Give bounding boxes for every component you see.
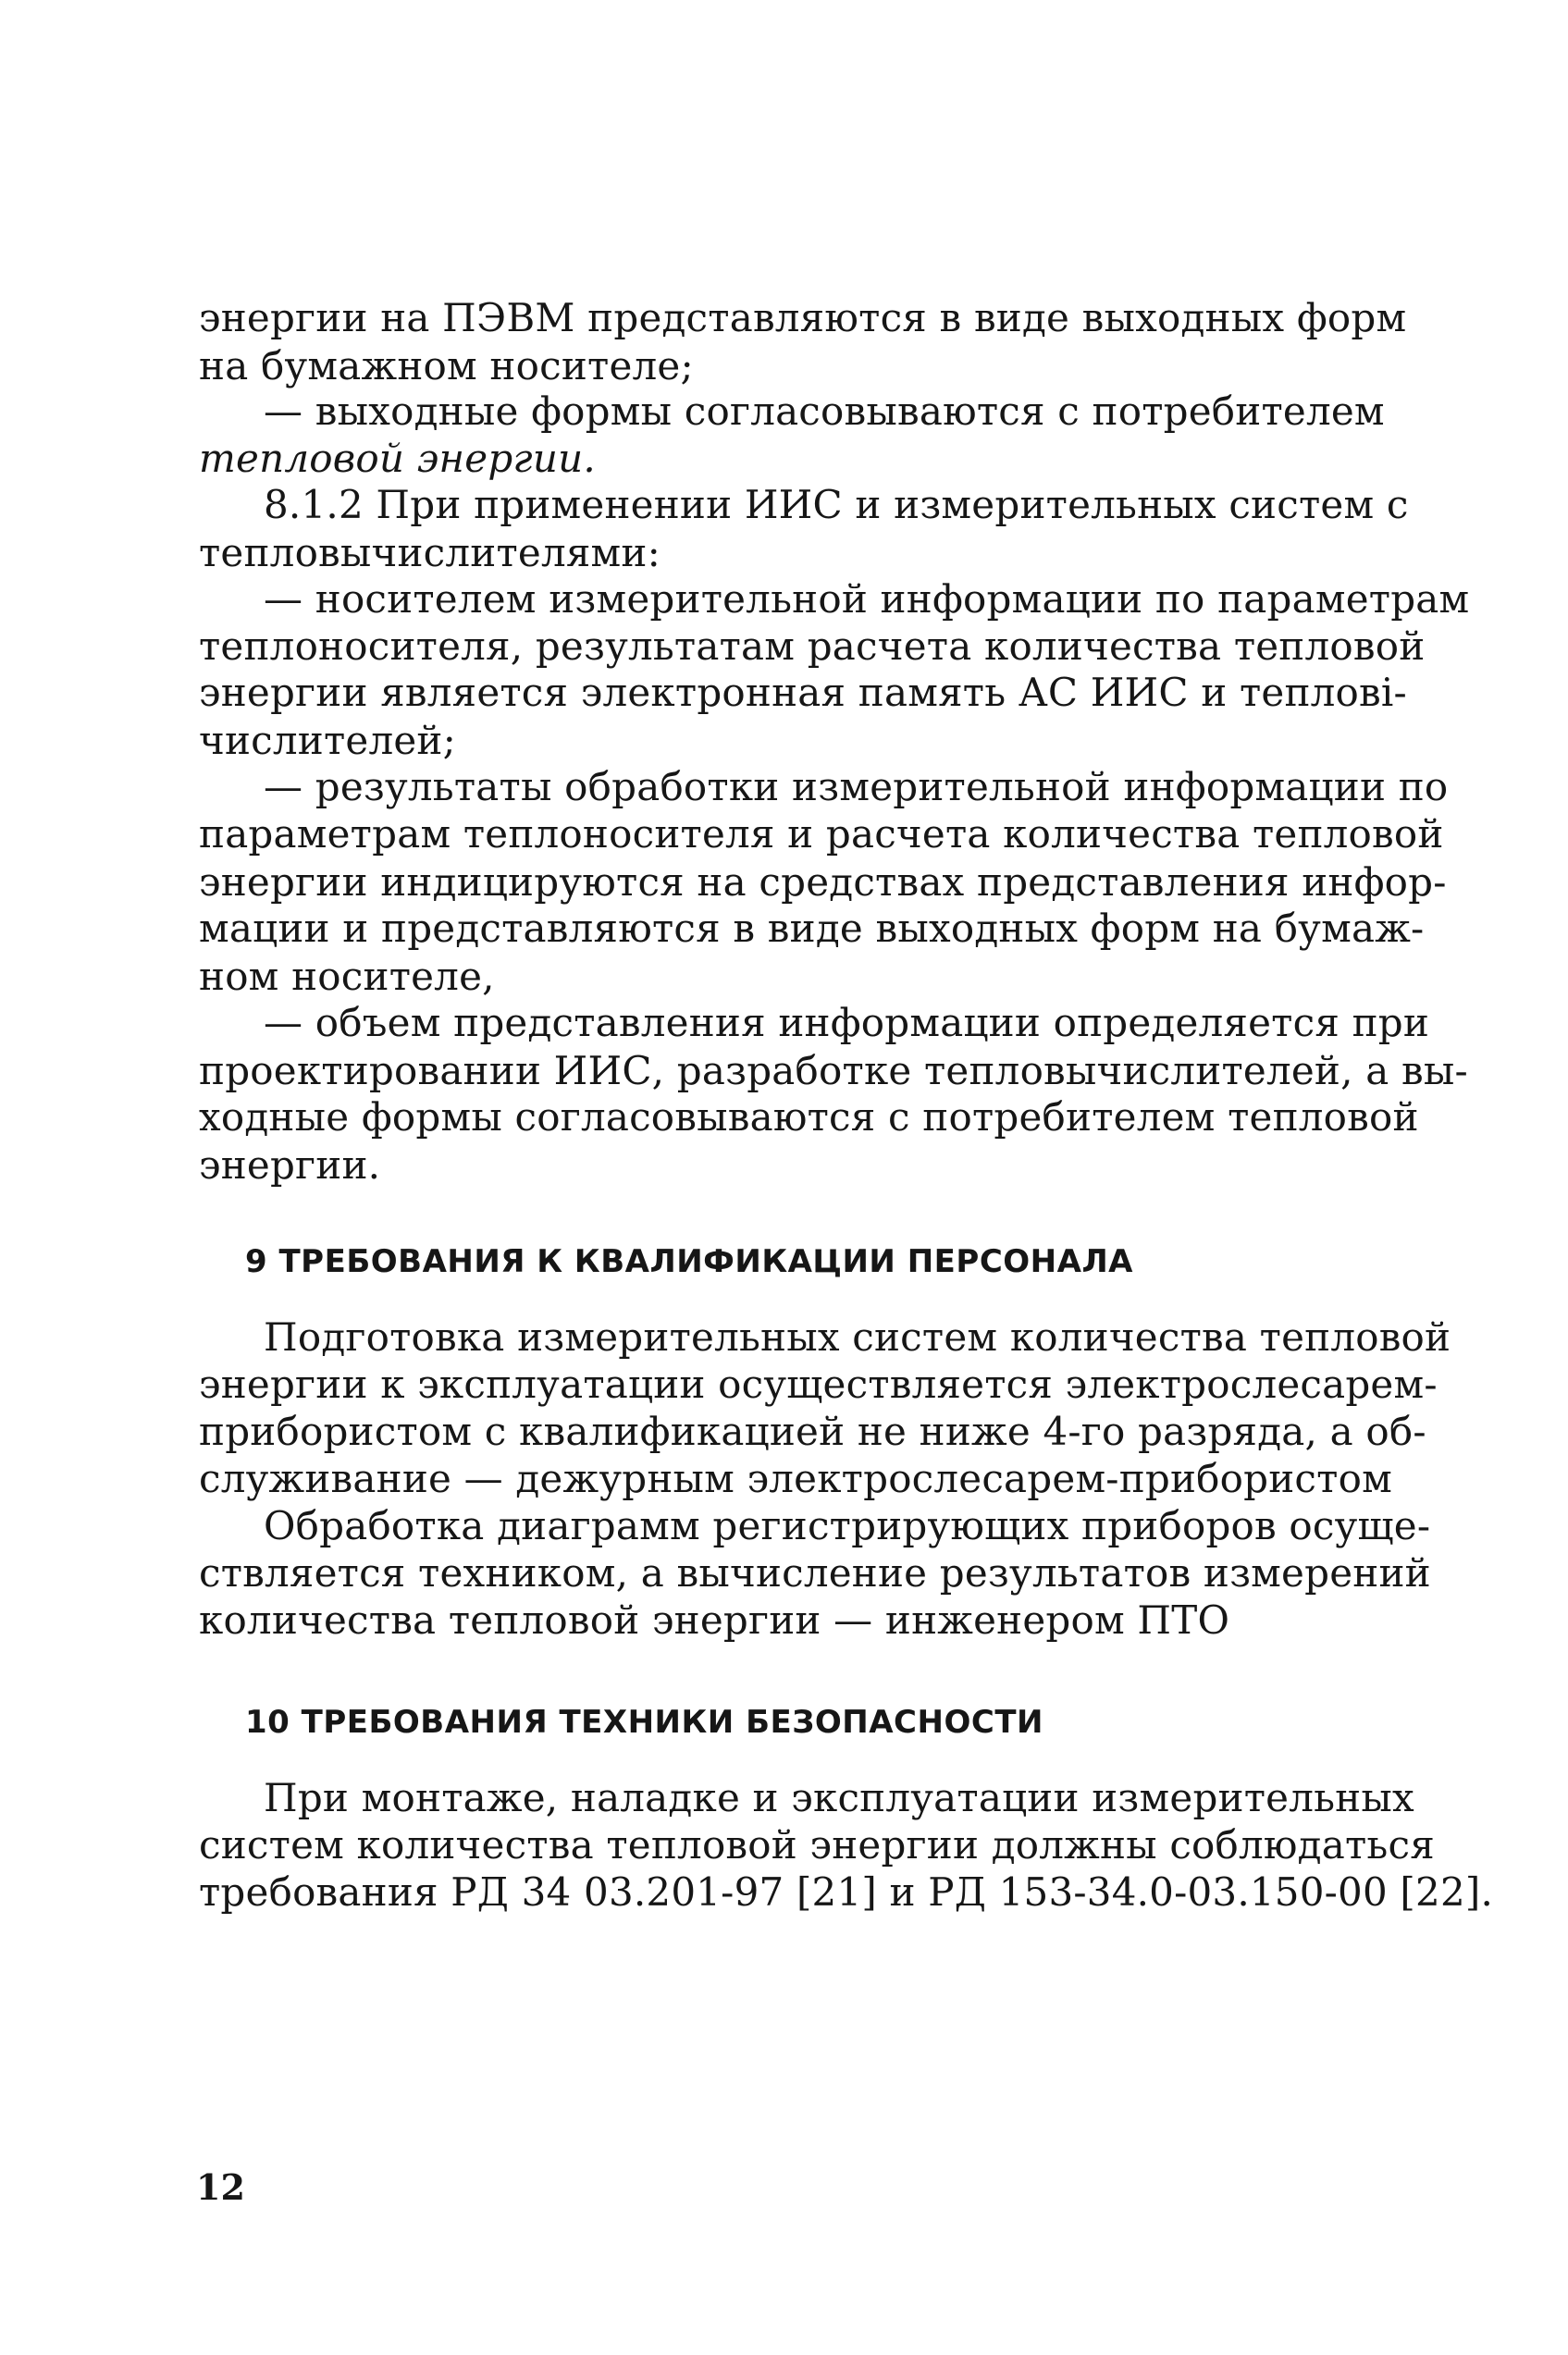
- body-line: энергии.: [199, 1142, 381, 1188]
- body-line: энергии на ПЭВМ представляются в виде выходных форм: [199, 295, 1407, 340]
- body-line: мации и представляются в виде выходных форм на бумаж-: [199, 906, 1425, 951]
- body-line: ном носителе,: [199, 954, 495, 999]
- page-number: 12: [196, 2166, 245, 2208]
- body-line: При монтаже, наладке и эксплуатации измерительных: [264, 1775, 1414, 1820]
- body-line: 8.1.2 При применении ИИС и измерительных систем с: [264, 482, 1409, 527]
- body-line: служивание — дежурным электрослесарем-прибористом: [199, 1456, 1392, 1501]
- body-line: — результаты обработки измерительной информации по: [264, 764, 1449, 809]
- body-line: ствляется техником, а вычисление результатов измерений: [199, 1550, 1431, 1596]
- section-heading: 9 ТРЕБОВАНИЯ К КВАЛИФИКАЦИИ ПЕРСОНАЛА: [245, 1243, 1133, 1280]
- body-line: Подготовка измерительных систем количества тепловой: [264, 1314, 1451, 1360]
- body-line: числителей;: [199, 718, 456, 763]
- body-line: параметрам теплоносителя и расчета количества тепловой: [199, 811, 1444, 857]
- body-line: — выходные формы согласовываются с потребителем: [264, 388, 1385, 434]
- body-line: теплоносителя, результатам расчета количества тепловой: [199, 623, 1426, 669]
- body-line: систем количества тепловой энергии должны соблюдаться: [199, 1822, 1435, 1868]
- body-line: — носителем измерительной информации по параметрам: [264, 576, 1470, 622]
- body-line: энергии к эксплуатации осуществляется электрослесарем-: [199, 1362, 1438, 1407]
- body-line: энергии является электронная память АС ИИС и теплові-: [199, 670, 1407, 715]
- body-line: энергии индицируются на средствах представления инфор-: [199, 859, 1447, 905]
- body-line: Обработка диаграмм регистрирующих приборов осуще-: [264, 1503, 1431, 1548]
- body-line: прибористом с квалификацией не ниже 4-го разряда, а об-: [199, 1409, 1426, 1454]
- body-line: тепловычислителями:: [199, 530, 661, 575]
- body-line: ходные формы согласовываются с потребителем тепловой: [199, 1094, 1419, 1140]
- body-line: на бумажном носителе;: [199, 343, 694, 388]
- body-line: проектировании ИИС, разработке тепловычислителей, а вы-: [199, 1048, 1468, 1093]
- section-heading: 10 ТРЕБОВАНИЯ ТЕХНИКИ БЕЗОПАСНОСТИ: [245, 1704, 1043, 1741]
- body-line: требования РД 34 03.201-97 [21] и РД 153-34.0-03.150-00 [22].: [199, 1869, 1493, 1915]
- body-line: тепловой энергии.: [199, 436, 596, 481]
- body-line: количества тепловой энергии — инженером ПТО: [199, 1597, 1230, 1643]
- body-line: — объем представления информации определяется при: [264, 1000, 1430, 1045]
